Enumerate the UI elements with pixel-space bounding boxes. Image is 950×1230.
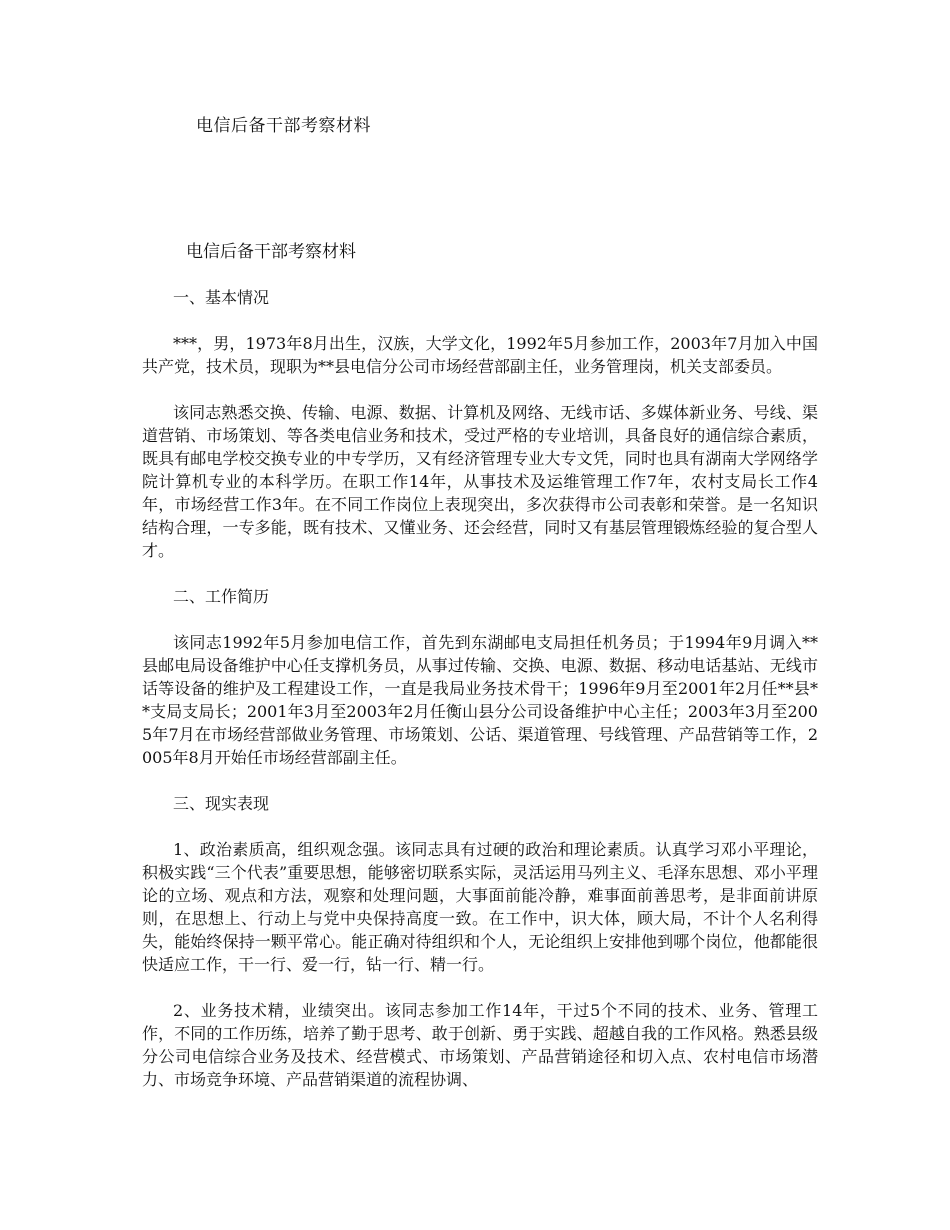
paragraph: 2、业务技术精，业绩突出。该同志参加工作14年，干过5个不同的技术、业务、管理工作，不同的工作历练，培养了勤于思考、敢于创新、勇于实践、超越自我的工作风格。熟悉县级分公司电信综合业务及技术、经营模式、市场策划、产品营销途径和切入点、农村电信市场潜力、市场竞争环境、产品营销渠道的流程协调、	[142, 1001, 818, 1089]
section-heading: 一、基本情况	[173, 288, 270, 307]
section-heading: 二、工作简历	[173, 587, 270, 606]
paragraph: ***，男，1973年8月出生，汉族，大学文化，1992年5月参加工作，2003年7月加入中国共产党，技术员，现职为**县电信分公司市场经营部副主任，业务管理岗，机关支部委员。	[142, 334, 818, 376]
document-body	[142, 240, 818, 1114]
section-work-history	[142, 585, 818, 769]
paragraph: 该同志1992年5月参加电信工作，首先到东湖邮电支局担任机务员；于1994年9月调入**县邮电局设备维护中心任支撑机务员，从事过传输、交换、电源、数据、移动电话基站、无线市话等设备的维护及工程建设工作，一直是我局业务技术骨干；1996年9月至2001年2月任**县**支局支局长；2001年3月至2003年2月任衡山县分公司设备维护中心主任；2003年3月至2005年7月在市场经营部做业务管理、市场策划、公话、渠道管理、号线管理、产品营销等工作，2005年8月开始任市场经营部副主任。	[142, 633, 818, 767]
document-subtitle: 电信后备干部考察材料	[186, 242, 356, 262]
section-basic-info	[142, 286, 818, 562]
paragraph: 1、政治素质高，组织观念强。该同志具有过硬的政治和理论素质。认真学习邓小平理论，积极实践“三个代表”重要思想，能够密切联系实际，灵活运用马列主义、毛泽东思想、邓小平理论的立场、观点和方法，观察和处理问题，大事面前能冷静，难事面前善思考，是非面前讲原则，在思想上、行动上与党中央保持高度一致。在工作中，识大体，顾大局，不计个人名利得失，能始终保持一颗平常心。能正确对待组织和个人，无论组织上安排他到哪个岗位，他都能很快适应工作，干一行、爱一行，钻一行、精一行。	[142, 840, 818, 974]
section-heading: 三、现实表现	[173, 794, 270, 813]
document-title: 电信后备干部考察材料	[196, 116, 371, 136]
section-performance	[142, 792, 818, 1091]
paragraph: 该同志熟悉交换、传输、电源、数据、计算机及网络、无线市话、多媒体新业务、号线、渠道营销、市场策划、等各类电信业务和技术，受过严格的专业培训，具备良好的通信综合素质，既具有邮电学校交换专业的中专学历，又有经济管理专业大专文凭，同时也具有湖南大学网络学院计算机专业的本科学历。在职工作14年，从事技术及运维管理工作7年，农村支局长工作4年，市场经营工作3年。在不同工作岗位上表现突出，多次获得市公司表彰和荣誉。是一名知识结构合理，一专多能，既有技术、又懂业务、还会经营，同时又有基层管理锻炼经验的复合型人才。	[142, 403, 818, 560]
